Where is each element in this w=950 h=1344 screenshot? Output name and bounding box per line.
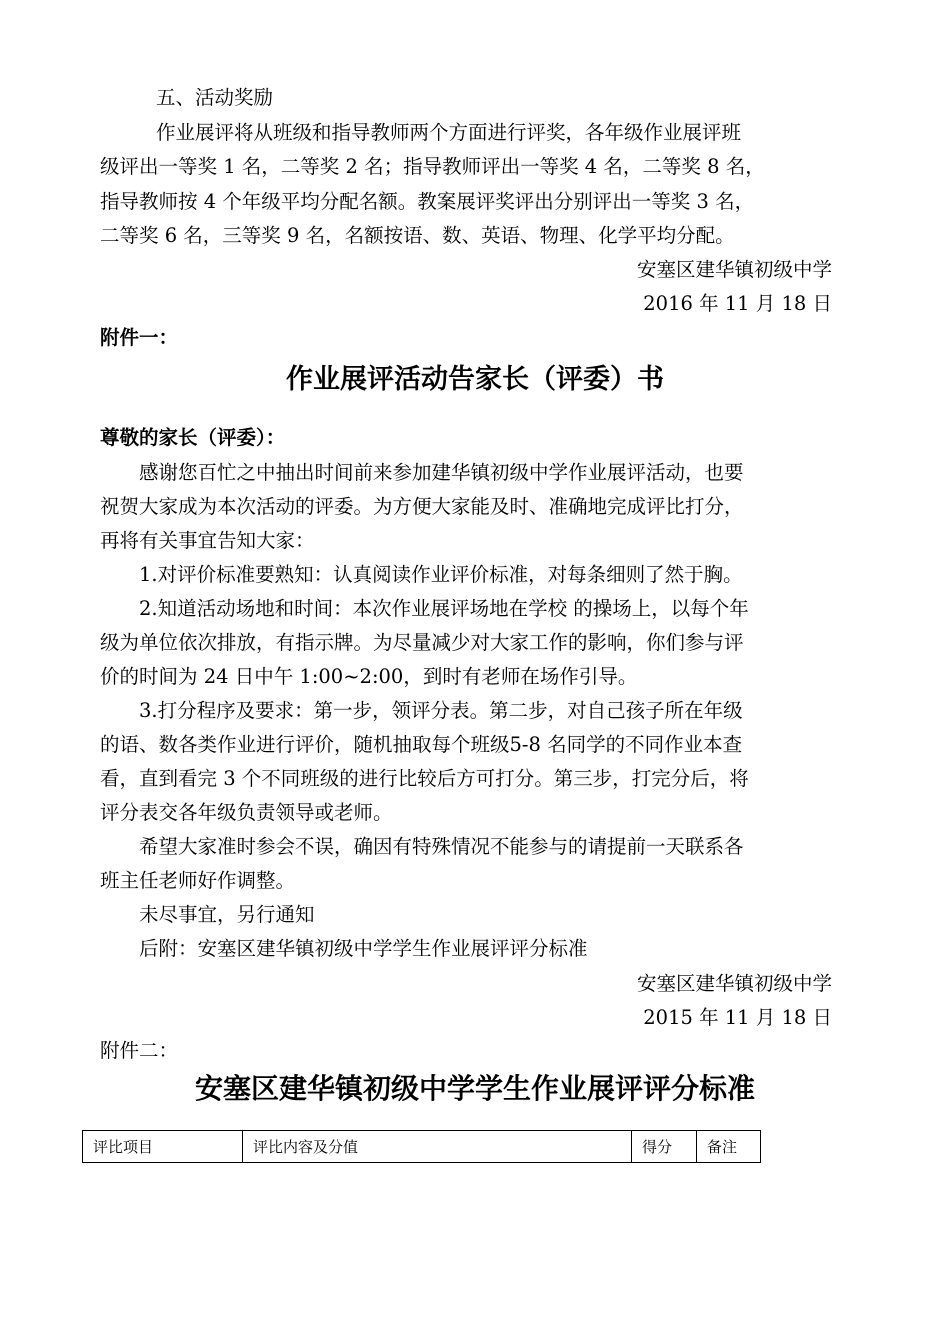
attachment-label: 附件二： <box>100 1039 179 1062</box>
paragraph-line: 再将有关事宜告知大家： <box>100 529 315 552</box>
list-item: 1.对评价标准要熟知：认真阅读作业评价标准，对每条细则了然于胸。 <box>139 563 743 586</box>
paragraph-line: 级为单位依次排放，有指示牌。为尽量减少对大家工作的影响，你们参与评 <box>100 631 744 654</box>
paragraph-line: 二等奖 6 名，三等奖 9 名，名额按语、数、英语、物理、化学平均分配。 <box>100 224 735 247</box>
paragraph-line: 价的时间为 24 日中午 1:00~2:00，到时有老师在场作引导。 <box>100 665 638 688</box>
table-header-cell: 备注 <box>697 1131 761 1163</box>
signature-org: 安塞区建华镇初级中学 <box>636 258 832 281</box>
paragraph-line: 的语、数各类作业进行评价，随机抽取每个班级5-8 名同学的不同作业本查 <box>100 733 743 756</box>
paragraph-line: 指导教师按 4 个年级平均分配名额。教案展评奖评出分别评出一等奖 3 名， <box>100 190 755 213</box>
paragraph-line: 级评出一等奖 1 名，二等奖 2 名；指导教师评出一等奖 4 名，二等奖 8 名， <box>100 155 765 178</box>
salutation: 尊敬的家长（评委）： <box>100 426 286 449</box>
paragraph-line: 希望大家准时参会不误，确因有特殊情况不能参与的请提前一天联系各 <box>139 835 744 858</box>
paragraph-line: 祝贺大家成为本次活动的评委。为方便大家能及时、准确地完成评比打分， <box>100 495 744 518</box>
table-header-cell: 评比内容及分值 <box>243 1131 632 1163</box>
paragraph-line: 看，直到看完 3 个不同班级的进行比较后方可打分。第三步，打完分后，将 <box>100 767 749 790</box>
paragraph-line: 评分表交各年级负责领导或老师。 <box>100 801 393 824</box>
signature-date: 2016 年 11 月 18 日 <box>643 292 832 315</box>
attachment-label: 附件一： <box>100 326 179 349</box>
paragraph-line: 未尽事宜，另行通知 <box>139 903 315 926</box>
signature-date: 2015 年 11 月 18 日 <box>643 1006 832 1029</box>
paragraph-line: 班主任老师好作调整。 <box>100 869 296 892</box>
paragraph-line: 作业展评将从班级和指导教师两个方面进行评奖，各年级作业展评班 <box>156 121 742 144</box>
signature-org: 安塞区建华镇初级中学 <box>636 972 832 995</box>
scoring-standard-table <box>82 1130 761 1163</box>
attachment-title: 作业展评活动告家长（评委）书 <box>286 364 664 395</box>
paragraph-line: 感谢您百忙之中抽出时间前来参加建华镇初级中学作业展评活动，也要 <box>139 461 744 484</box>
section-heading: 五、活动奖励 <box>156 86 274 109</box>
list-item: 3.打分程序及要求：第一步，领评分表。第二步，对自己孩子所在年级 <box>139 699 743 722</box>
table-header-cell: 评比项目 <box>83 1131 243 1163</box>
table-header-cell: 得分 <box>632 1131 697 1163</box>
table-header-row <box>83 1131 761 1163</box>
list-item: 2.知道活动场地和时间：本次作业展评场地在学校 的操场上，以每个年 <box>139 597 749 620</box>
attachment-title: 安塞区建华镇初级中学学生作业展评评分标准 <box>194 1072 755 1105</box>
paragraph-line: 后附：安塞区建华镇初级中学学生作业展评评分标准 <box>139 937 588 960</box>
